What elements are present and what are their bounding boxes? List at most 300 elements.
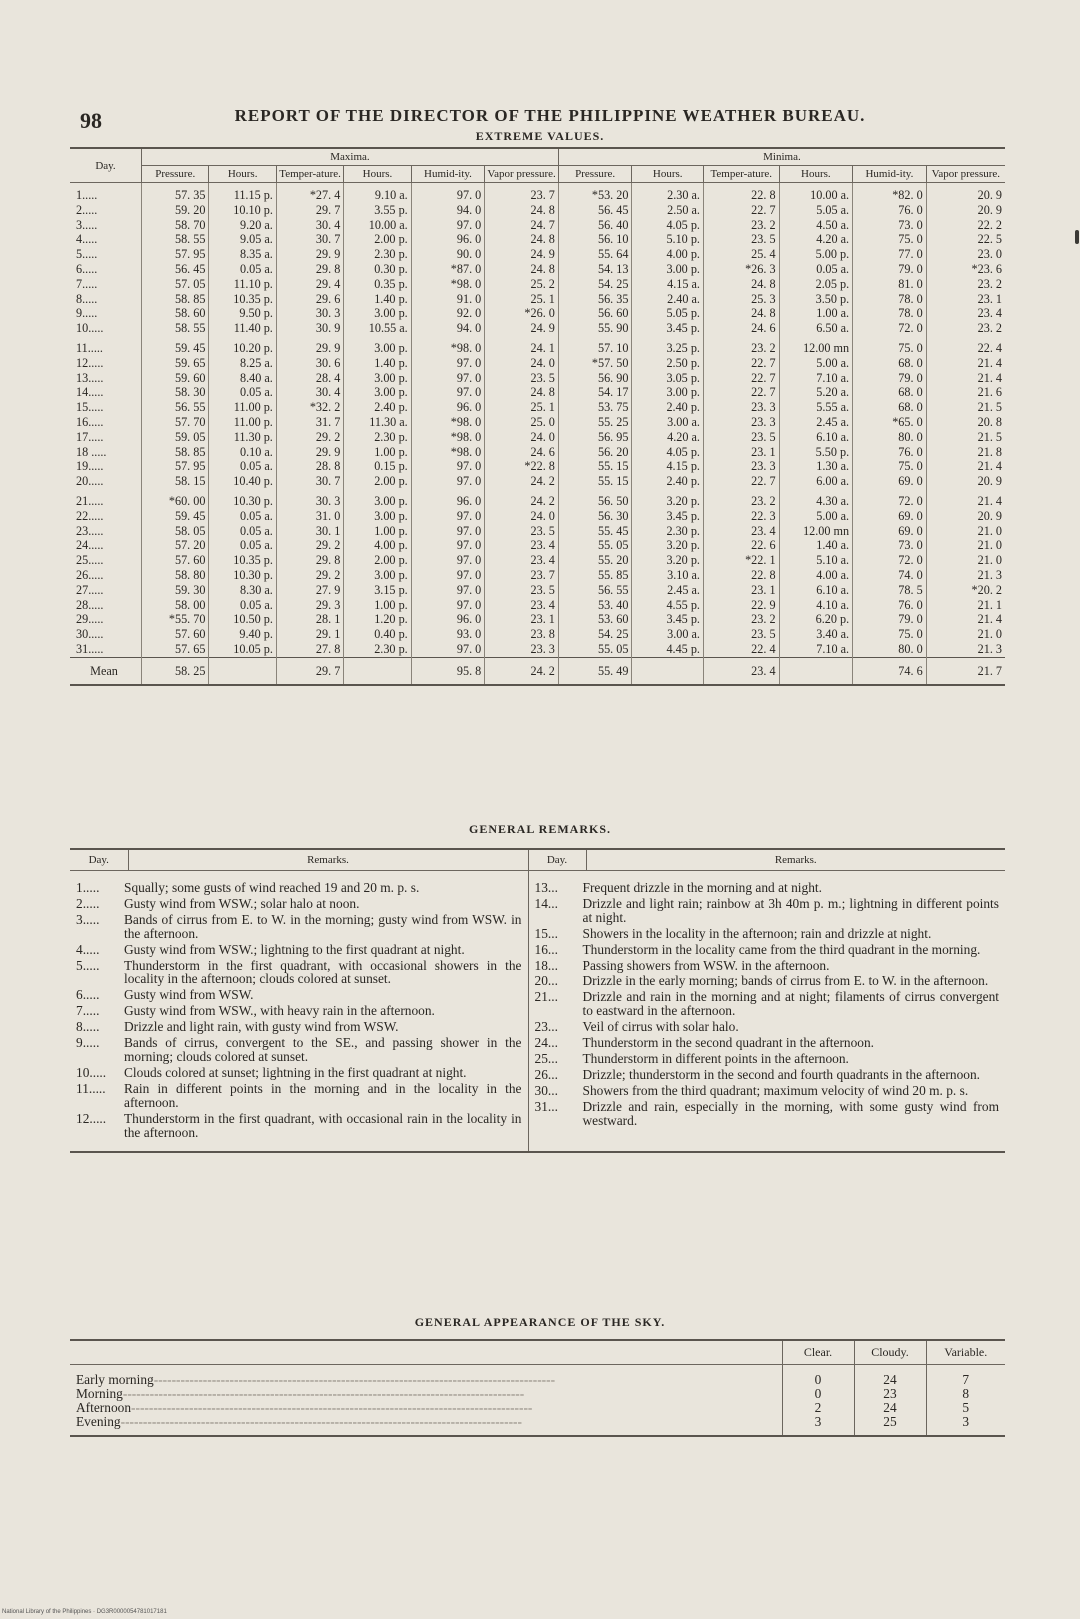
remark-day: 11..... [76, 1080, 106, 1096]
cell-max-pressure-hours: 10.20 p. [209, 336, 276, 356]
cell-min-pressure: 56. 45 [558, 203, 632, 218]
cell-max-pressure: 57. 70 [142, 415, 209, 430]
mean-row [70, 657, 1005, 685]
cell-max-pressure-hours: 10.10 p. [209, 203, 276, 218]
cell-max-vapor: 23. 3 [485, 642, 559, 657]
sky-row [70, 1415, 1005, 1436]
cell-min-pressure: 55. 85 [558, 568, 632, 583]
cell-max-temperature: 30. 7 [276, 474, 343, 489]
cell-min-vapor: 22. 2 [926, 218, 1005, 233]
col-max-humidity: Humid-ity. [411, 166, 485, 183]
cell-max-temperature: 29. 7 [276, 203, 343, 218]
cell-day: 5..... [76, 247, 98, 262]
table-row [70, 306, 1005, 321]
remark-item [535, 1100, 1000, 1128]
mean-min-temperature: 23. 4 [703, 657, 779, 685]
cell-min-vapor: 21. 0 [926, 553, 1005, 568]
cell-max-pressure: 57. 60 [142, 553, 209, 568]
mean-min-pressure-hours [632, 657, 704, 685]
remark-text: Bands of cirrus, convergent to the SE., and passing shower in the morning; clouds colored at sunset. [124, 1035, 522, 1064]
cell-max-temperature-hours: 1.00 p. [344, 445, 411, 460]
remark-day: 18... [534, 957, 558, 973]
sky-clear-value: 2 [782, 1401, 854, 1415]
remark-item [535, 974, 1000, 988]
cell-min-pressure-hours: 3.00 p. [632, 262, 704, 277]
cell-min-temperature-hours: 5.00 a. [779, 509, 853, 524]
cell-max-pressure-hours: 0.05 a. [209, 509, 276, 524]
cell-max-temperature-hours: 10.55 a. [344, 321, 411, 336]
cell-max-temperature: 30. 4 [276, 385, 343, 400]
table-row [70, 203, 1005, 218]
cell-max-humidity: 97. 0 [411, 538, 485, 553]
cell-min-temperature-hours: 4.00 a. [779, 568, 853, 583]
cell-max-pressure-hours: 0.05 a. [209, 459, 276, 474]
cell-min-temperature: 23. 5 [703, 627, 779, 642]
cell-max-humidity: *87. 0 [411, 262, 485, 277]
cell-max-vapor: 25. 1 [485, 292, 559, 307]
cell-max-pressure: 58. 55 [142, 321, 209, 336]
cell-min-vapor: 20. 9 [926, 203, 1005, 218]
cell-min-temperature-hours: 6.00 a. [779, 474, 853, 489]
cell-min-temperature: 22. 7 [703, 385, 779, 400]
cell-min-pressure-hours: 3.45 p. [632, 509, 704, 524]
remark-item [76, 959, 522, 987]
cell-max-pressure: 56. 45 [142, 262, 209, 277]
cell-max-pressure: 58. 70 [142, 218, 209, 233]
cell-min-pressure-hours: 3.00 a. [632, 627, 704, 642]
cell-min-humidity: 74. 0 [853, 568, 927, 583]
dot-leader: ------------------------------------------------------------------------------------------ [120, 1415, 522, 1429]
cell-min-vapor: *20. 2 [926, 583, 1005, 598]
cell-day: 8..... [76, 291, 98, 306]
col-max-pressure-hours: Hours. [209, 166, 276, 183]
cell-max-vapor: 24. 7 [485, 218, 559, 233]
cell-day: 13..... [76, 370, 104, 385]
cell-min-pressure: 53. 75 [558, 400, 632, 415]
table-row [70, 400, 1005, 415]
cell-day: 24..... [76, 538, 104, 553]
remark-item [535, 1084, 1000, 1098]
cell-max-temperature-hours: 3.00 p. [344, 336, 411, 356]
cell-min-humidity: 69. 0 [853, 509, 927, 524]
cell-max-temperature-hours: 4.00 p. [344, 538, 411, 553]
cell-min-humidity: 72. 0 [853, 489, 927, 509]
cell-max-temperature-hours: 2.00 p. [344, 553, 411, 568]
cell-min-humidity: 68. 0 [853, 400, 927, 415]
cell-min-pressure-hours: 2.30 a. [632, 183, 704, 203]
cell-max-humidity: 96. 0 [411, 489, 485, 509]
cell-max-pressure: 57. 05 [142, 277, 209, 292]
cell-day: 22..... [76, 508, 104, 523]
remark-item [76, 1036, 522, 1064]
cell-min-vapor: 20. 9 [926, 509, 1005, 524]
mean-min-humidity: 74. 6 [853, 657, 927, 685]
cell-max-vapor: 25. 2 [485, 277, 559, 292]
cell-max-vapor: 23. 4 [485, 538, 559, 553]
running-head: REPORT OF THE DIRECTOR OF THE PHILIPPINE WEATHER BUREAU. [234, 106, 866, 125]
remark-item [76, 1020, 522, 1034]
col-max-temperature-hours: Hours. [344, 166, 411, 183]
cell-max-pressure-hours: 10.05 p. [209, 642, 276, 657]
cell-min-pressure: 56. 40 [558, 218, 632, 233]
cell-max-pressure: 56. 55 [142, 400, 209, 415]
sky-appearance-body [70, 1365, 1005, 1437]
cell-min-temperature-hours: 6.20 p. [779, 612, 853, 627]
cell-min-vapor: 23. 2 [926, 321, 1005, 336]
mean-max-humidity: 95. 8 [411, 657, 485, 685]
cell-max-pressure: 57. 20 [142, 538, 209, 553]
cell-min-pressure-hours: 4.20 a. [632, 430, 704, 445]
cell-min-vapor: 23. 0 [926, 247, 1005, 262]
cell-max-temperature: 30. 3 [276, 306, 343, 321]
cell-max-humidity: 97. 0 [411, 583, 485, 598]
cell-min-vapor: 21. 3 [926, 568, 1005, 583]
cell-min-humidity: 76. 0 [853, 445, 927, 460]
cell-min-pressure: 55. 05 [558, 642, 632, 657]
table-row [70, 232, 1005, 247]
table-row [70, 356, 1005, 371]
cell-max-vapor: 24. 9 [485, 247, 559, 262]
cell-max-humidity: 97. 0 [411, 568, 485, 583]
cell-max-temperature: 27. 8 [276, 642, 343, 657]
cell-max-temperature-hours: 0.40 p. [344, 627, 411, 642]
cell-min-vapor: 22. 4 [926, 336, 1005, 356]
cell-min-humidity: 69. 0 [853, 474, 927, 489]
cell-max-temperature: 28. 1 [276, 612, 343, 627]
sky-clear-value: 0 [782, 1365, 854, 1388]
remark-day: 12..... [76, 1110, 107, 1126]
cell-min-humidity: 72. 0 [853, 553, 927, 568]
cell-max-vapor: 24. 0 [485, 356, 559, 371]
maxima-group-header: Maxima. [142, 148, 559, 166]
cell-max-pressure-hours: 10.35 p. [209, 292, 276, 307]
cell-min-temperature: 23. 1 [703, 445, 779, 460]
general-remarks-title: GENERAL REMARKS. [468, 822, 612, 836]
cell-min-vapor: 21. 4 [926, 371, 1005, 386]
cell-min-pressure-hours: 3.10 a. [632, 568, 704, 583]
remark-day: 30... [534, 1082, 558, 1098]
remarks-day-header-left: Day. [70, 849, 128, 871]
cell-max-pressure: *60. 00 [142, 489, 209, 509]
cell-min-pressure-hours: 3.20 p. [632, 538, 704, 553]
cell-min-temperature: 24. 8 [703, 277, 779, 292]
cell-max-pressure-hours: 10.35 p. [209, 553, 276, 568]
cell-min-pressure-hours: 4.15 a. [632, 277, 704, 292]
remark-day: 7..... [76, 1003, 100, 1019]
remark-day: 13... [534, 880, 558, 895]
extreme-values-body [70, 183, 1005, 685]
cell-min-temperature: 23. 2 [703, 489, 779, 509]
cell-max-temperature-hours: 1.00 p. [344, 524, 411, 539]
cell-max-humidity: 97. 0 [411, 459, 485, 474]
col-min-humidity: Humid-ity. [853, 166, 927, 183]
cell-min-temperature: 23. 5 [703, 232, 779, 247]
cell-max-temperature: 29. 4 [276, 277, 343, 292]
cell-min-temperature: 22. 7 [703, 203, 779, 218]
remark-day: 14... [534, 895, 558, 911]
cell-max-pressure-hours: 10.30 p. [209, 568, 276, 583]
cell-min-pressure-hours: 3.00 a. [632, 415, 704, 430]
cell-day: 25..... [76, 553, 104, 568]
cell-min-pressure-hours: 5.05 p. [632, 306, 704, 321]
sky-variable-value: 3 [926, 1415, 1005, 1436]
cell-max-humidity: 97. 0 [411, 553, 485, 568]
sky-period-label [70, 1387, 782, 1401]
cell-min-pressure: 54. 25 [558, 627, 632, 642]
cell-max-temperature: 29. 2 [276, 568, 343, 583]
cell-min-vapor: 20. 9 [926, 183, 1005, 203]
cell-min-temperature-hours: 12.00 mn [779, 524, 853, 539]
cell-min-temperature: 23. 2 [703, 612, 779, 627]
cell-min-pressure-hours: 4.15 p. [632, 459, 704, 474]
cell-max-temperature-hours: 2.30 p. [344, 642, 411, 657]
cell-max-pressure: 59. 45 [142, 336, 209, 356]
remark-text: Gusty wind from WSW.; solar halo at noon. [124, 895, 360, 911]
cell-max-pressure: 57. 95 [142, 247, 209, 262]
remark-item [76, 897, 522, 911]
cell-max-humidity: 97. 0 [411, 509, 485, 524]
cell-min-humidity: 73. 0 [853, 218, 927, 233]
cell-max-humidity: 97. 0 [411, 642, 485, 657]
cell-min-temperature: 23. 3 [703, 459, 779, 474]
cell-min-temperature: 23. 3 [703, 415, 779, 430]
cell-min-pressure: 54. 25 [558, 277, 632, 292]
cell-max-vapor: 23. 5 [485, 583, 559, 598]
cell-min-humidity: 78. 5 [853, 583, 927, 598]
table-row [70, 218, 1005, 233]
cell-max-pressure-hours: 11.00 p. [209, 415, 276, 430]
cell-min-temperature-hours: 3.40 a. [779, 627, 853, 642]
cell-max-vapor: 24. 6 [485, 445, 559, 460]
cell-min-pressure-hours: 2.45 a. [632, 583, 704, 598]
cell-day: 6..... [76, 261, 98, 276]
cell-max-pressure: 58. 15 [142, 474, 209, 489]
cell-min-pressure: 56. 60 [558, 306, 632, 321]
cell-max-pressure-hours: 9.50 p. [209, 306, 276, 321]
col-max-temperature: Temper-ature. [276, 166, 343, 183]
table-row [70, 489, 1005, 509]
cell-max-temperature-hours: 3.00 p. [344, 385, 411, 400]
cell-max-vapor: 24. 9 [485, 321, 559, 336]
cell-min-temperature-hours: 4.10 a. [779, 598, 853, 613]
cell-min-humidity: *82. 0 [853, 183, 927, 203]
cell-min-vapor: 21. 4 [926, 612, 1005, 627]
cell-max-humidity: 97. 0 [411, 183, 485, 203]
remark-day: 21... [534, 989, 558, 1005]
cell-max-temperature-hours: 1.20 p. [344, 612, 411, 627]
cell-day: 7..... [76, 276, 98, 291]
remark-text: Rain in different points in the morning and in the locality in the afternoon. [124, 1080, 522, 1110]
cell-max-temperature-hours: 2.00 p. [344, 474, 411, 489]
cell-max-humidity: 97. 0 [411, 474, 485, 489]
cell-min-pressure-hours: 3.00 p. [632, 385, 704, 400]
cell-min-temperature-hours: 5.55 a. [779, 400, 853, 415]
cell-max-temperature-hours: 11.30 a. [344, 415, 411, 430]
cell-max-pressure-hours: 0.05 a. [209, 385, 276, 400]
cell-min-pressure-hours: 3.20 p. [632, 489, 704, 509]
cell-min-pressure: 56. 20 [558, 445, 632, 460]
dot-leader: ------------------------------------------------------------------------------------------ [131, 1401, 533, 1415]
cell-max-temperature: 29. 9 [276, 336, 343, 356]
cell-day: 16..... [76, 414, 104, 429]
cell-day: 26..... [76, 567, 104, 582]
remark-item [76, 943, 522, 957]
cell-min-pressure: 55. 45 [558, 524, 632, 539]
cell-min-vapor: 21. 4 [926, 489, 1005, 509]
cell-min-temperature: 22. 8 [703, 568, 779, 583]
cell-min-temperature: 22. 9 [703, 598, 779, 613]
cell-max-pressure: 58. 55 [142, 232, 209, 247]
cell-min-temperature-hours: 0.05 a. [779, 262, 853, 277]
remark-text: Drizzle and light rain, with gusty wind from WSW. [124, 1019, 399, 1035]
cell-min-pressure-hours: 3.20 p. [632, 553, 704, 568]
remark-item [76, 913, 522, 941]
cell-max-temperature: *27. 4 [276, 183, 343, 203]
cell-max-pressure-hours: 11.00 p. [209, 400, 276, 415]
sky-cloudy-value: 24 [854, 1365, 926, 1388]
cell-min-pressure: 55. 90 [558, 321, 632, 336]
cell-min-humidity: *65. 0 [853, 415, 927, 430]
cell-day: 10..... [76, 321, 104, 336]
col-day-header: Day. [70, 148, 142, 183]
remark-text: Drizzle and light rain; rainbow at 3h 40m p. m.; lightning in different points at night. [582, 895, 999, 925]
mean-max-pressure: 58. 25 [142, 657, 209, 685]
cell-max-temperature-hours: 3.00 p. [344, 568, 411, 583]
cell-min-pressure: 55. 20 [558, 553, 632, 568]
remarks-day-header-right: Day. [528, 849, 586, 871]
cell-min-temperature: 22. 4 [703, 642, 779, 657]
cell-max-pressure-hours: 0.05 a. [209, 598, 276, 613]
cell-day: 9..... [76, 306, 98, 321]
cell-day: 18 ..... [76, 444, 107, 459]
cell-min-temperature-hours: 6.50 a. [779, 321, 853, 336]
sky-row [70, 1365, 1005, 1388]
cell-min-vapor: 21. 1 [926, 598, 1005, 613]
cell-min-pressure: *53. 20 [558, 183, 632, 203]
cell-min-temperature-hours: 1.40 a. [779, 538, 853, 553]
cell-min-temperature: *22. 1 [703, 553, 779, 568]
remark-text: Showers in the locality in the afternoon; rain and drizzle at night. [582, 925, 932, 941]
sky-period-label [70, 1365, 782, 1388]
cell-max-temperature: 30. 4 [276, 218, 343, 233]
cell-min-temperature-hours: 5.10 a. [779, 553, 853, 568]
remark-text: Gusty wind from WSW. [124, 987, 254, 1003]
cell-min-temperature: 25. 4 [703, 247, 779, 262]
remark-day: 3..... [76, 911, 100, 927]
cell-min-humidity: 80. 0 [853, 642, 927, 657]
scan-footer-note: National Library of the Philippines · DG3R0000054781017181 [2, 1609, 167, 1615]
cell-max-humidity: 97. 0 [411, 371, 485, 386]
cell-max-pressure: 59. 20 [142, 203, 209, 218]
cell-day: 28..... [76, 597, 104, 612]
cell-min-pressure-hours: 3.05 p. [632, 371, 704, 386]
col-min-vapor: Vapor pressure. [926, 166, 1005, 183]
cell-max-pressure: 57. 65 [142, 642, 209, 657]
sky-variable-value: 5 [926, 1401, 1005, 1415]
mean-min-temperature-hours [779, 657, 853, 685]
cell-max-temperature-hours: 9.10 a. [344, 183, 411, 203]
sky-cloudy-value: 23 [854, 1387, 926, 1401]
cell-max-temperature: 29. 2 [276, 430, 343, 445]
sky-period-label [70, 1415, 782, 1436]
remark-day: 23... [534, 1019, 558, 1035]
mean-max-temperature: 29. 7 [276, 657, 343, 685]
cell-min-temperature-hours: 2.05 p. [779, 277, 853, 292]
cell-min-humidity: 77. 0 [853, 247, 927, 262]
cell-min-pressure: 57. 10 [558, 336, 632, 356]
cell-day: 31..... [76, 641, 104, 656]
cell-min-humidity: 81. 0 [853, 277, 927, 292]
table-row [70, 459, 1005, 474]
cell-max-pressure: 59. 05 [142, 430, 209, 445]
remark-text: Thunderstorm in the first quadrant, with occasional showers in the locality in the afternoon; clouds colored at sunset. [124, 957, 522, 987]
cell-min-pressure-hours: 2.50 p. [632, 356, 704, 371]
cell-min-humidity: 79. 0 [853, 262, 927, 277]
cell-max-temperature-hours: 0.15 p. [344, 459, 411, 474]
sky-clear-value: 3 [782, 1415, 854, 1436]
remark-text: Squally; some gusts of wind reached 19 and 20 m. p. s. [124, 880, 420, 895]
cell-min-temperature: 23. 5 [703, 430, 779, 445]
cell-max-vapor: 23. 7 [485, 568, 559, 583]
table-row [70, 415, 1005, 430]
cell-max-temperature: 29. 1 [276, 627, 343, 642]
remark-text: Thunderstorm in the second quadrant in the afternoon. [582, 1035, 875, 1051]
cell-min-temperature: 23. 3 [703, 400, 779, 415]
cell-min-humidity: 75. 0 [853, 336, 927, 356]
table-row [70, 598, 1005, 613]
scan-mark [1075, 230, 1079, 244]
cell-min-vapor: 21. 3 [926, 642, 1005, 657]
remark-day: 9..... [76, 1035, 100, 1051]
table-row [70, 474, 1005, 489]
cell-max-humidity: 94. 0 [411, 203, 485, 218]
cell-min-vapor: 23. 4 [926, 306, 1005, 321]
remark-text: Clouds colored at sunset; lightning in the first quadrant at night. [124, 1064, 467, 1080]
cell-min-temperature: 22. 7 [703, 474, 779, 489]
cell-min-pressure-hours: 3.25 p. [632, 336, 704, 356]
cell-min-pressure-hours: 3.45 p. [632, 612, 704, 627]
cell-max-pressure-hours: 9.05 a. [209, 232, 276, 247]
cell-max-vapor: 23. 4 [485, 598, 559, 613]
remark-text: Thunderstorm in the first quadrant, with occasional rain in the locality in the afternoon. [124, 1110, 522, 1140]
remark-text: Passing showers from WSW. in the afternoon. [582, 957, 830, 973]
cell-max-pressure: 58. 30 [142, 385, 209, 400]
remark-day: 8..... [76, 1019, 100, 1035]
table-row [70, 336, 1005, 356]
remark-item [76, 1112, 522, 1140]
cell-max-pressure-hours: 10.30 p. [209, 489, 276, 509]
col-max-pressure: Pressure. [142, 166, 209, 183]
sky-variable-header: Variable. [926, 1340, 1005, 1365]
cell-day: 30..... [76, 627, 104, 642]
table-row [70, 568, 1005, 583]
cell-min-temperature-hours: 5.05 a. [779, 203, 853, 218]
cell-max-vapor: 23. 8 [485, 627, 559, 642]
cell-max-temperature-hours: 2.40 p. [344, 400, 411, 415]
cell-max-temperature: 28. 8 [276, 459, 343, 474]
remark-text: Bands of cirrus from E. to W. in the morning; gusty wind from WSW. in the afternoon. [124, 911, 522, 941]
sky-row [70, 1401, 1005, 1415]
cell-min-pressure-hours: 5.10 p. [632, 232, 704, 247]
table-row [70, 509, 1005, 524]
cell-max-pressure-hours: 11.30 p. [209, 430, 276, 445]
remark-day: 6..... [76, 987, 100, 1003]
cell-max-vapor: 25. 0 [485, 415, 559, 430]
sky-clear-header: Clear. [782, 1340, 854, 1365]
cell-min-humidity: 78. 0 [853, 306, 927, 321]
sky-appearance-title: GENERAL APPEARANCE OF THE SKY. [414, 1315, 666, 1329]
col-min-temperature: Temper-ature. [703, 166, 779, 183]
